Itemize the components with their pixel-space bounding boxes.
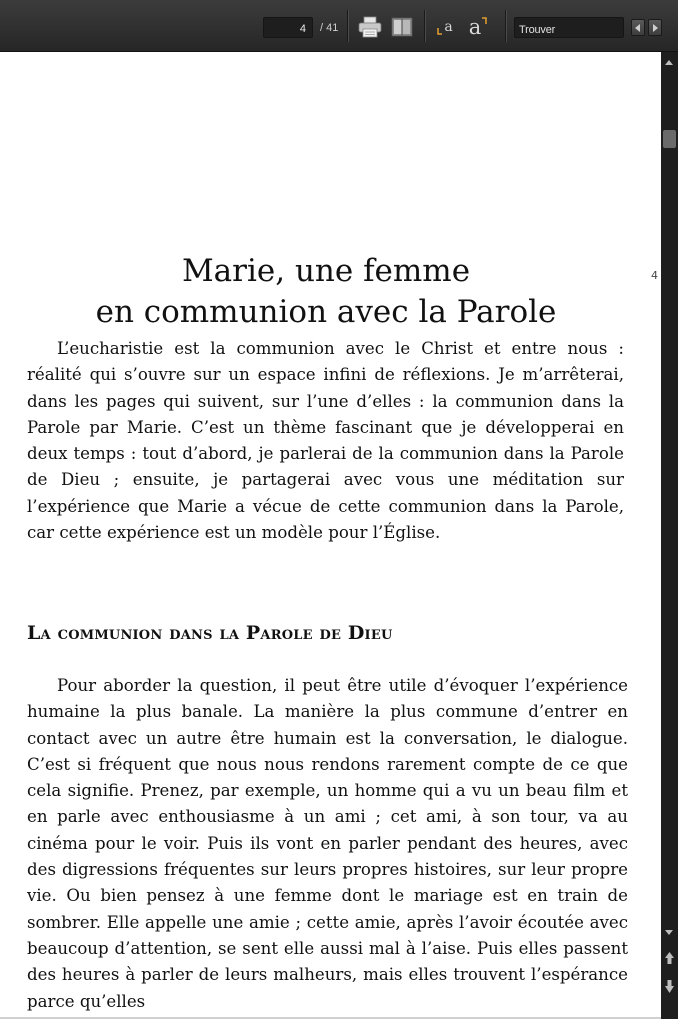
page-number-marker: 4 xyxy=(651,269,658,282)
book-icon xyxy=(390,16,414,38)
print-button[interactable] xyxy=(356,14,384,40)
paragraph-1: L’eucharistie est la communion avec le Christ et entre nous : réalité qui s’ouvre sur un espace infini de réflexions. Je m’arrêterai, dans les pages qui suivent, sur l’une d’elles : la communion dans la Parole par Marie. C’est un thème fascinant que je développerai en deux temps : tout d’abord, je parlerai de la communion dans la Parole de Dieu ; ensuite, je partagerai avec vous une méditation sur l’expérience que Marie a vécue de cette communion dans la Parole, car cette expérience est un modèle pour l’Église. xyxy=(27,339,624,543)
print-icon xyxy=(358,16,382,38)
scroll-down-icon[interactable] xyxy=(665,930,673,935)
section-heading: La communion dans la Parole de Dieu xyxy=(27,622,393,644)
paragraph-2: Pour aborder la question, il peut être utile d’évoquer l’expérience humaine la plus banale. La manière la plus commune d’entrer en contact avec un autre être humain est la conversation, le dialogue. C’est si fréquent que nous nous rendons rarement compte de ce que cela signifie. Prenez, par exemple, un homme qui a vu un beau film et en parle avec enthousiasme à un ami ; cet ami, à son tour, va au cinéma pour le voir. Puis ils vont en parler pendant des heures, avec des digressions fréquentes sur leurs propres histoires, sur leur propre vie. Ou bien pensez à une femme dont le mariage est en train de sombrer. Elle appelle une amie ; cette amie, après l’avoir écoutée avec beaucoup d’attention, se sent elle aussi mal à l’aise. Puis elles passent des heures à parler de leurs malheurs, mais elles trouvent l’espérance parce qu’elles xyxy=(27,676,628,1011)
next-arrow-icon xyxy=(652,24,658,32)
toolbar-divider xyxy=(505,10,506,42)
page-down-icon[interactable] xyxy=(664,977,675,995)
decrease-font-button[interactable] xyxy=(432,14,458,40)
page-total: / 41 xyxy=(320,22,339,34)
toolbar-divider xyxy=(347,10,348,42)
reader-toolbar xyxy=(0,0,678,52)
increase-font-icon xyxy=(481,17,487,25)
find-input[interactable] xyxy=(514,17,624,38)
font-large-label: a xyxy=(468,15,482,39)
chapter-title xyxy=(0,251,652,333)
book-view-button[interactable] xyxy=(388,14,416,40)
page-up-icon[interactable] xyxy=(664,950,675,968)
title-line-2: en communion avec la Parole xyxy=(95,294,557,330)
vertical-scrollbar[interactable] xyxy=(661,52,678,1019)
increase-font-button[interactable] xyxy=(464,14,492,40)
scroll-up-icon[interactable] xyxy=(665,60,673,65)
toolbar-divider xyxy=(424,10,425,42)
font-small-label: a xyxy=(444,19,453,35)
decrease-font-icon xyxy=(437,27,443,35)
prev-arrow-icon xyxy=(635,24,641,32)
find-next-button[interactable] xyxy=(648,19,662,36)
title-line-1: Marie, une femme xyxy=(181,253,471,289)
scroll-thumb[interactable] xyxy=(663,130,676,148)
find-previous-button[interactable] xyxy=(631,19,645,36)
page-number-input[interactable] xyxy=(263,17,313,38)
